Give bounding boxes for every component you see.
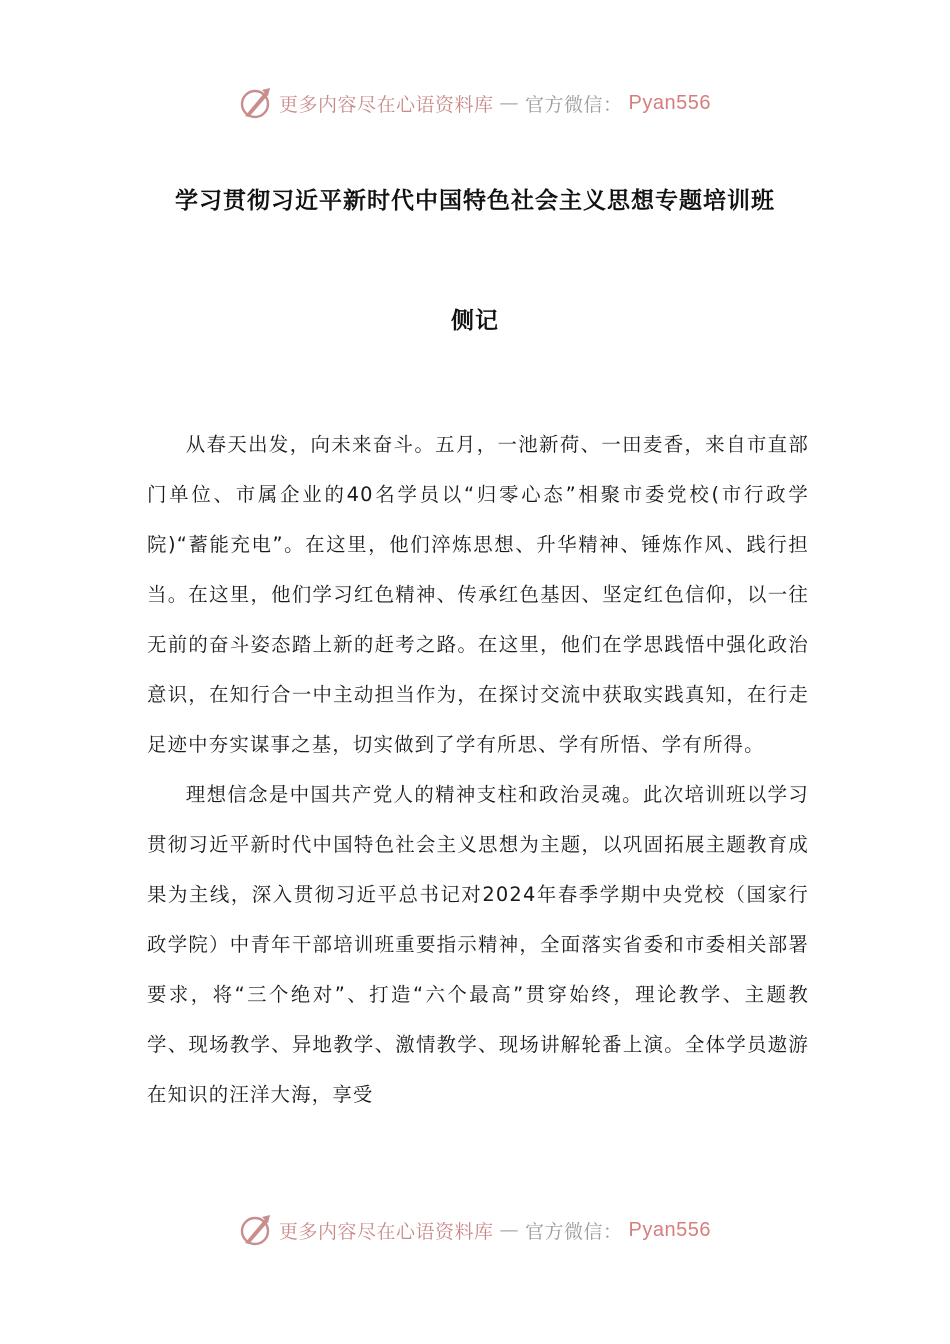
header-watermark (0, 86, 950, 120)
watermark-dash: — (499, 92, 520, 114)
article-body (147, 420, 809, 1120)
watermark-brand: 更多内容尽在心语资料库 (279, 1220, 494, 1243)
watermark-contact-label: 官方微信： (525, 93, 623, 116)
quill-logo-icon (239, 86, 273, 120)
paragraph: 从春天出发，向未来奋斗。五月，一池新荷、一田麦香，来自市直部门单位、市属企业的40名学员以“归零心态”相聚市委党校(市行政学院)“蓄能充电”。在这里，他们淬炼思想、升华精神、锤炼作风、践行担当。在这里，他们学习红色精神、传承红色基因、坚定红色信仰，以一往无前的奋斗姿态踏上新的赶考之路。在这里，他们在学思践悟中强化政治意识，在知行合一中主动担当作为，在探讨交流中获取实践真知，在行走足迹中夯实谋事之基，切实做到了学有所思、学有所悟、学有所得。 (147, 433, 809, 756)
quill-logo-icon (239, 1213, 273, 1247)
document-title: 学习贯彻习近平新时代中国特色社会主义思想专题培训班 (175, 188, 775, 214)
watermark-brand: 更多内容尽在心语资料库 (279, 93, 494, 116)
paragraph: 理想信念是中国共产党人的精神支柱和政治灵魂。此次培训班以学习贯彻习近平新时代中国特色社会主义思想为主题，以巩固拓展主题教育成果为主线，深入贯彻习近平总书记对2024年春季学期中央党校（国家行政学院）中青年干部培训班重要指示精神，全面落实省委和市委相关部署要求，将“三个绝对”、打造“六个最高”贯穿始终，理论教学、主题教学、现场教学、异地教学、激情教学、现场讲解轮番上演。全体学员遨游在知识的汪洋大海，享受 (147, 783, 809, 1106)
watermark-contact-label: 官方微信： (525, 1220, 623, 1243)
watermark-dash: — (499, 1219, 520, 1241)
footer-watermark (0, 1213, 950, 1247)
watermark-wechat-id: Pyan556 (628, 1218, 711, 1241)
watermark-wechat-id: Pyan556 (628, 91, 711, 114)
document-subtitle: 侧记 (451, 308, 499, 334)
